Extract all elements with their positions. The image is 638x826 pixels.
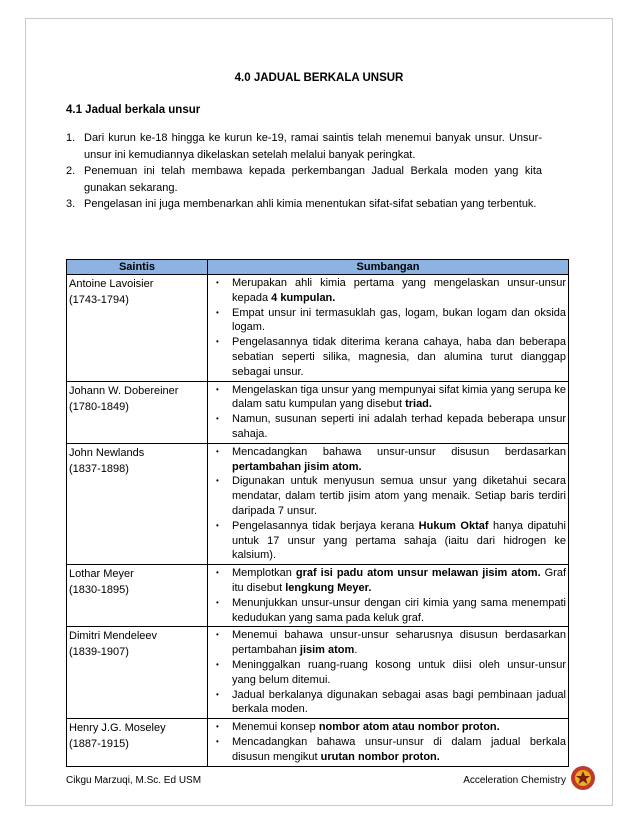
- text: Memplotkan: [232, 567, 296, 580]
- table-row: [67, 275, 569, 382]
- list-text: Dari kurun ke-18 hingga ke kurun ke-19, ramai saintis telah menemui banyak unsur. Unsur-unsur ini kemudiannya dikelaskan setelah melalui banyak peringkat.: [84, 132, 542, 161]
- scientists-table: [66, 259, 569, 767]
- footer-course: Acceleration Chemistry: [463, 775, 566, 786]
- bold-text: lengkung Meyer.: [285, 581, 372, 594]
- contribution-list: [210, 276, 566, 380]
- bold-text: 4 kumpulan.: [271, 291, 336, 304]
- contribution-cell: [208, 627, 569, 719]
- bullet-icon: •: [216, 337, 219, 347]
- scientist-cell: [67, 627, 208, 719]
- contribution-list: [210, 445, 566, 563]
- scientist-years: (1839-1907): [69, 646, 129, 659]
- bullet-icon: •: [216, 278, 219, 287]
- text: Graf itu disebut: [232, 567, 566, 594]
- contribution-item: [210, 474, 566, 518]
- contribution-item: [210, 720, 566, 735]
- contribution-item: [210, 596, 566, 626]
- text: Digunakan untuk menyusun semua unsur yang diketahui secara mendatar, dalam tertib jisim atom yang menaik. Setiap baris terdiri daripada 7 unsur.: [232, 475, 566, 517]
- contribution-item: [210, 519, 566, 563]
- bold-text: urutan nombor proton.: [320, 750, 440, 763]
- scientist-cell: [67, 565, 208, 627]
- bullet-icon: •: [216, 307, 219, 317]
- bold-text: nombor atom atau nombor proton.: [318, 721, 500, 734]
- contribution-list: [210, 566, 566, 625]
- bold-text: jisim atom: [299, 644, 355, 657]
- text: Namun, susunan seperti ini adalah terhad kepada beberapa unsur sahaja.: [232, 413, 566, 440]
- scientist-name: John Newlands: [69, 446, 145, 459]
- list-number: 2.: [66, 165, 76, 178]
- bullet-icon: •: [216, 568, 219, 578]
- contribution-item: [210, 412, 566, 442]
- contribution-item: [210, 383, 566, 413]
- contribution-item: [210, 735, 566, 765]
- contribution-item: [210, 628, 566, 658]
- text: Mencadangkan bahawa unsur-unsur di dalam jadual berkala disusun mengikut: [232, 735, 566, 763]
- bold-text: pertambahan jisim atom.: [232, 460, 362, 473]
- contribution-item: [210, 276, 566, 306]
- text: Jadual berkalanya digunakan sebagai asas bagi pembinaan jadual berkala moden.: [232, 688, 566, 716]
- scientist-cell: [67, 443, 208, 564]
- table-row: [67, 381, 569, 443]
- scientist-years: (1743-1794): [69, 294, 129, 306]
- scientist-cell: [67, 381, 208, 443]
- contribution-cell: [208, 275, 569, 382]
- contribution-item: [210, 445, 566, 475]
- contribution-list: [210, 720, 566, 764]
- text: Menemui bahawa unsur-unsur seharusnya disusun berdasarkan pertambahan: [232, 629, 566, 657]
- text: Pengelasannya tidak berjaya kerana: [232, 519, 419, 532]
- contribution-cell: [208, 443, 569, 564]
- page-title: 4.0 JADUAL BERKALA UNSUR: [234, 72, 404, 84]
- list-text: Penemuan ini telah membawa kepada perkembangan Jadual Berkala moden yang kita gunakan sekarang.: [84, 165, 542, 194]
- scientist-name: Henry J.G. Moseley: [69, 722, 166, 735]
- contribution-cell: [208, 565, 569, 627]
- bullet-icon: •: [216, 659, 219, 669]
- table-row: [67, 443, 569, 564]
- bullet-icon: •: [216, 736, 219, 746]
- bullet-icon: •: [216, 446, 219, 456]
- bold-text: Hukum Oktaf: [418, 519, 489, 532]
- text: Merupakan ahli kimia pertama yang mengelaskan unsur-unsur kepada: [232, 277, 566, 304]
- bullet-icon: •: [216, 414, 219, 424]
- list-number: 1.: [66, 132, 76, 144]
- bullet-icon: •: [216, 520, 219, 530]
- text: Mengelaskan tiga unsur yang mempunyai sifat kimia yang serupa ke dalam satu kumpulan yang disebut: [232, 383, 566, 411]
- contribution-list: [210, 628, 566, 717]
- scientist-years: (1887-1915): [69, 738, 129, 751]
- list-item: [66, 163, 542, 196]
- text: Menunjukkan unsur-unsur dengan ciri kimia yang sama menempati kedudukan yang sama pada keluk graf.: [232, 596, 566, 624]
- list-item: [66, 130, 542, 163]
- list-number: 3.: [66, 198, 76, 211]
- header-sumbangan: Sumbangan: [208, 260, 569, 275]
- scientist-years: (1837-1898): [69, 462, 129, 475]
- scientist-name: Lothar Meyer: [69, 568, 134, 581]
- intro-list: [66, 130, 542, 213]
- text: Pengelasannya tidak diterima kerana cahaya, haba dan beberapa sebatian seperti silika, magnesia, dan alumina turut dianggap sebagai unsur.: [232, 336, 566, 378]
- scientist-years: (1830-1895): [69, 584, 129, 597]
- contribution-item: [210, 306, 566, 336]
- scientist-name: Antoine Lavoisier: [69, 278, 154, 290]
- contribution-list: [210, 383, 566, 442]
- text: .: [354, 644, 358, 657]
- bold-text: graf isi padu atom unsur melawan jisim atom.: [295, 567, 541, 580]
- header-saintis: Saintis: [67, 260, 208, 275]
- contribution-item: [210, 658, 566, 688]
- contribution-item: [210, 335, 566, 379]
- contribution-cell: [208, 381, 569, 443]
- table-row: [67, 565, 569, 627]
- bullet-icon: •: [216, 630, 219, 640]
- list-item: [66, 196, 542, 213]
- scientist-cell: [67, 275, 208, 382]
- text: Meninggalkan ruang-ruang kosong untuk diisi oleh unsur-unsur yang belum ditemui.: [232, 658, 566, 686]
- table-row: [67, 627, 569, 719]
- contribution-cell: [208, 719, 569, 766]
- table-body: [67, 275, 569, 767]
- bullet-icon: •: [216, 597, 219, 607]
- emblem-icon: [570, 765, 596, 791]
- scientist-years: (1780-1849): [69, 400, 129, 413]
- contribution-item: [210, 566, 566, 596]
- table-header-row: [67, 260, 569, 275]
- scientist-cell: [67, 719, 208, 766]
- text: Menemui konsep: [232, 721, 319, 734]
- bullet-icon: •: [216, 689, 219, 699]
- contribution-item: [210, 688, 566, 718]
- text: Mencadangkan bahawa unsur-unsur disusun berdasarkan: [232, 445, 566, 458]
- bullet-icon: •: [216, 476, 219, 486]
- bold-text: triad.: [405, 398, 432, 411]
- scientist-name: Johann W. Dobereiner: [69, 384, 179, 397]
- table-row: [67, 719, 569, 766]
- footer-author: Cikgu Marzuqi, M.Sc. Ed USM: [66, 775, 202, 786]
- text: hanya dipatuhi untuk 17 unsur yang pertama sahaja (iaitu dari hidrogen ke kalsium).: [232, 519, 566, 562]
- list-text: Pengelasan ini juga membenarkan ahli kimia menentukan sifat-sifat sebatian yang terbentuk.: [84, 198, 537, 211]
- scientist-name: Dimitri Mendeleev: [69, 630, 158, 643]
- bullet-icon: •: [216, 384, 219, 394]
- text: Empat unsur ini termasuklah gas, logam, bukan logam dan oksida logam.: [232, 306, 566, 334]
- bullet-icon: •: [216, 722, 219, 732]
- section-heading: 4.1 Jadual berkala unsur: [66, 104, 201, 116]
